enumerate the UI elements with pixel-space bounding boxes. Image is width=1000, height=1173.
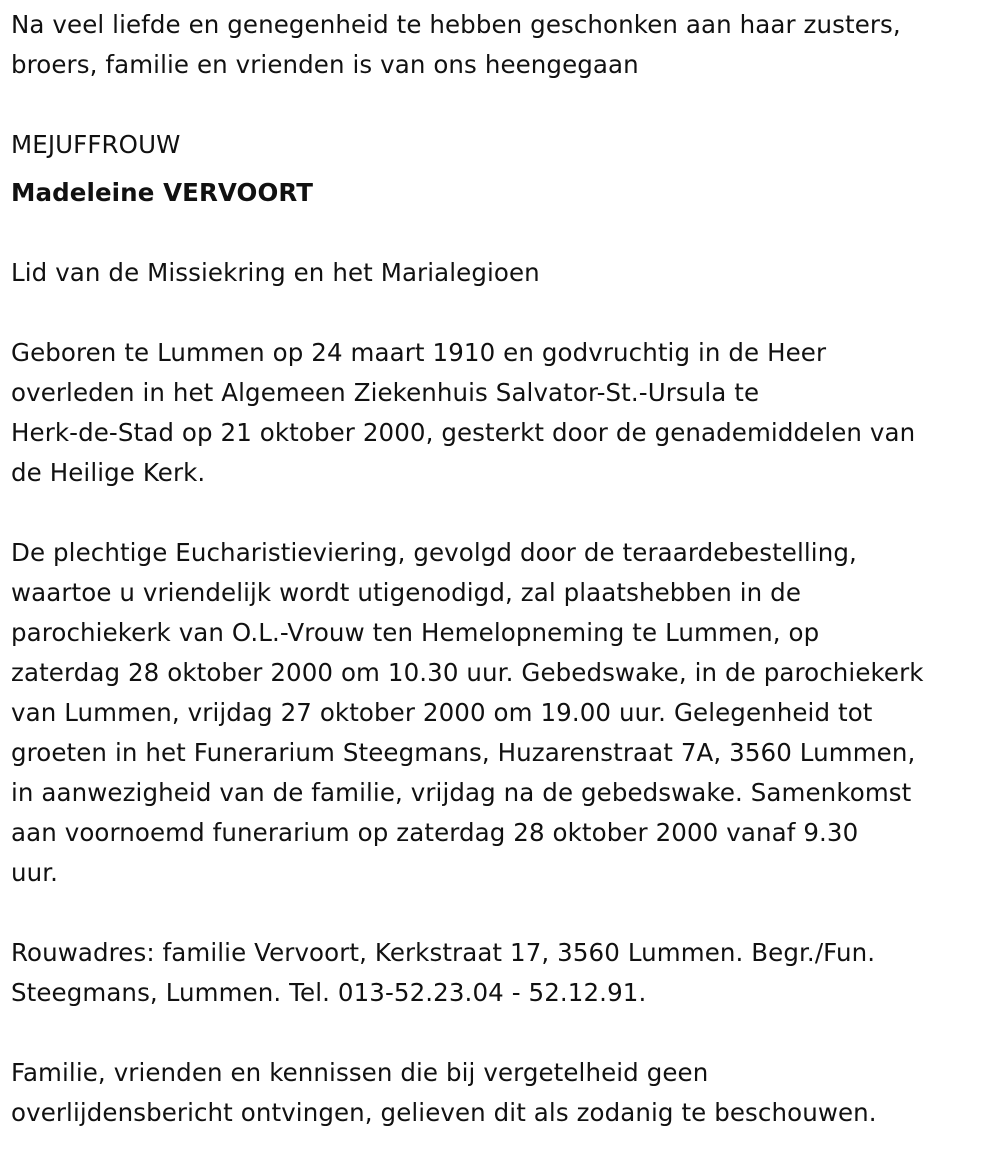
title-label	[11, 125, 996, 165]
birth-death-line: overleden in het Algemeen Ziekenhuis Salvator-St.-Ursula te	[11, 378, 760, 407]
intro-paragraph	[11, 5, 996, 85]
intro-line: Na veel liefde en genegenheid te hebben geschonken aan haar zusters,	[11, 10, 901, 39]
membership-line: Lid van de Missiekring en het Marialegioen	[11, 258, 540, 287]
closing-line: Familie, vrienden en kennissen die bij vergetelheid geen	[11, 1058, 709, 1087]
ceremony-line: groeten in het Funerarium Steegmans, Huzarenstraat 7A, 3560 Lummen,	[11, 738, 916, 767]
address-line: Rouwadres: familie Vervoort, Kerkstraat 17, 3560 Lummen. Begr./Fun.	[11, 938, 876, 967]
ceremony-line: zaterdag 28 oktober 2000 om 10.30 uur. Gebedswake, in de parochiekerk	[11, 658, 924, 687]
closing-paragraph	[11, 1053, 996, 1133]
ceremony-line: van Lummen, vrijdag 27 oktober 2000 om 19.00 uur. Gelegenheid tot	[11, 698, 873, 727]
closing-line: overlijdensbericht ontvingen, gelieven dit als zodanig te beschouwen.	[11, 1098, 877, 1127]
ceremony-line: in aanwezigheid van de familie, vrijdag na de gebedswake. Samenkomst	[11, 778, 912, 807]
honorific: MEJUFFROUW	[11, 130, 181, 159]
address-paragraph	[11, 933, 996, 1013]
ceremony-line: waartoe u vriendelijk wordt utigenodigd, zal plaatshebben in de	[11, 578, 802, 607]
birth-death-paragraph	[11, 333, 996, 493]
ceremony-line: uur.	[11, 858, 59, 887]
address-line: Steegmans, Lummen. Tel. 013-52.23.04 - 52.12.91.	[11, 978, 647, 1007]
birth-death-line: de Heilige Kerk.	[11, 458, 206, 487]
obituary-notice	[11, 5, 996, 1173]
ceremony-line: aan voornoemd funerarium op zaterdag 28 oktober 2000 vanaf 9.30	[11, 818, 859, 847]
ceremony-paragraph	[11, 533, 996, 893]
intro-line: broers, familie en vrienden is van ons heengegaan	[11, 50, 639, 79]
ceremony-line: parochiekerk van O.L.-Vrouw ten Hemelopneming te Lummen, op	[11, 618, 820, 647]
birth-death-line: Herk-de-Stad op 21 oktober 2000, gesterkt door de genademiddelen van	[11, 418, 916, 447]
membership-paragraph	[11, 253, 996, 293]
birth-death-line: Geboren te Lummen op 24 maart 1910 en godvruchtig in de Heer	[11, 338, 827, 367]
deceased-name: Madeleine VERVOORT	[11, 178, 314, 207]
ceremony-line: De plechtige Eucharistieviering, gevolgd door de teraardebestelling,	[11, 538, 857, 567]
